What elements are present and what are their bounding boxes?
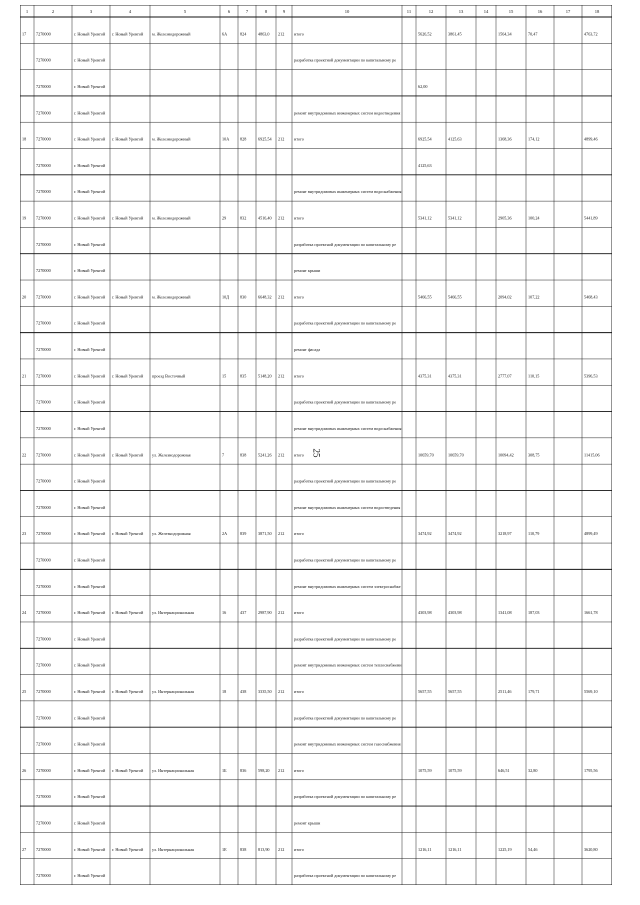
table-cell: 7270000 (36, 767, 51, 773)
table-cell: 4763,72 (584, 31, 598, 37)
table-cell: г. Новый Уренгой (112, 373, 144, 379)
table-cell: 4125,63 (448, 136, 462, 142)
table-cell: 438 (240, 688, 247, 694)
table-cell: 23 (22, 531, 27, 537)
table-cell: г. Новый Уренгой (74, 688, 106, 694)
table-cell: 212 (278, 294, 285, 300)
table-cell: 212 (278, 373, 285, 379)
table-cell: г. Новый Уренгой (74, 610, 106, 616)
table-cell: ремонт крыши (294, 268, 321, 274)
table-cell: 17 (22, 31, 27, 37)
table-cell: м. Железнодорожный (152, 136, 191, 142)
table-cell: ремонт фасада (294, 347, 321, 353)
column-number: 2 (51, 9, 55, 14)
table-cell: г. Новый Уренгой (112, 136, 144, 142)
table-cell: 212 (278, 767, 285, 773)
table-cell: 5466,55 (448, 294, 462, 300)
table-cell: 4899,49 (584, 531, 598, 537)
table-cell: г. Новый Уренгой (112, 531, 144, 537)
table-cell: 179,71 (528, 688, 540, 694)
table-cell: г. Новый Уренгой (74, 373, 106, 379)
table-cell: 5626,52 (418, 31, 432, 37)
table-cell: 1564,34 (498, 31, 512, 37)
table-cell: 187,03 (528, 610, 540, 616)
column-number: 4 (128, 9, 132, 14)
column-number: 15 (508, 9, 514, 14)
table-cell: 21 (22, 373, 27, 379)
table-cell: итого (294, 610, 304, 616)
table-cell: разработка проектной документации по капитальному ре (294, 557, 397, 563)
table-cell: ремонт внутридомовых инженерных систем водоотведения (294, 504, 401, 510)
table-cell: 836 (240, 767, 247, 773)
table-cell: 7270000 (36, 452, 51, 458)
column-number: 7 (245, 9, 249, 14)
table-cell: 1075,59 (448, 767, 462, 773)
table-cell: 7270000 (36, 873, 51, 879)
table-cell: 4125,63 (418, 162, 432, 168)
table-cell: 3861,45 (448, 31, 462, 37)
table-cell: г. Новый Уренгой (112, 767, 144, 773)
table-cell: 5569,10 (584, 688, 598, 694)
table-cell: итого (294, 294, 304, 300)
table-cell: г. Новый Уренгой (112, 846, 144, 852)
table-cell: 16 (222, 610, 227, 616)
table-cell: 174,12 (528, 136, 540, 142)
table-cell: 1661,78 (584, 610, 598, 616)
table-cell: 62,00 (418, 84, 428, 90)
column-number: 1 (25, 9, 29, 14)
table-cell: г. Новый Уренгой (74, 136, 106, 142)
table-cell: г. Новый Уренгой (74, 531, 106, 537)
table-cell: 1075,59 (418, 767, 432, 773)
table-cell: 5466,55 (418, 294, 432, 300)
column-number: 11 (406, 9, 412, 14)
table-cell: 4375,31 (448, 373, 462, 379)
table-cell: г. Новый Уренгой (112, 294, 144, 300)
table-cell: итого (294, 688, 304, 694)
table-cell: м. Железнодорожный (152, 215, 191, 221)
table-cell: 7270000 (36, 636, 51, 642)
table-cell: 7270000 (36, 820, 51, 826)
table-cell: 7270000 (36, 57, 51, 63)
table-cell: 212 (278, 215, 285, 221)
table-cell: ул. Железнодорожная (152, 531, 191, 537)
table-cell: 7270000 (36, 320, 51, 326)
table-cell: 839 (240, 531, 247, 537)
table-cell: г. Новый Уренгой (112, 688, 144, 694)
table-cell: г. Новый Уренгой (112, 31, 144, 37)
table-cell: 7270000 (36, 741, 51, 747)
table-cell: 7270000 (36, 531, 51, 537)
table-cell: 824 (240, 31, 247, 37)
table-cell: 20 (22, 294, 27, 300)
table-border (20, 5, 612, 885)
table-cell: итого (294, 846, 304, 852)
table-grid (20, 5, 612, 885)
column-number: 17 (565, 9, 571, 14)
table-cell: 7270000 (36, 715, 51, 721)
table-cell: г. Новый Уренгой (74, 425, 106, 431)
column-number: 12 (428, 9, 434, 14)
table-cell: 212 (278, 846, 285, 852)
table-cell: разработка проектной документации по капитальному ре (294, 715, 397, 721)
table-cell: м. Железнодорожный (152, 31, 191, 37)
table-cell: 5148,20 (258, 373, 272, 379)
table-cell: 4303,98 (418, 610, 432, 616)
column-number: 6 (227, 9, 231, 14)
table-cell: разработка проектной документации по капитальному ре (294, 241, 397, 247)
table-cell: 1795,56 (584, 767, 598, 773)
table-cell: г. Новый Уренгой (74, 662, 106, 668)
table-cell: 308,75 (528, 452, 540, 458)
table-cell: 1225,19 (498, 846, 512, 852)
table-cell: 7270000 (36, 136, 51, 142)
column-number: 13 (458, 9, 464, 14)
table-cell: 7270000 (36, 794, 51, 800)
table-cell: 25 (22, 688, 27, 694)
table-cell: итого (294, 531, 304, 537)
table-cell: 7270000 (36, 215, 51, 221)
table-cell: 212 (278, 610, 285, 616)
table-cell: 4303,98 (448, 610, 462, 616)
table-cell: 7270000 (36, 268, 51, 274)
table-cell: 830 (240, 294, 247, 300)
table-cell: г. Новый Уренгой (74, 57, 106, 63)
table-cell: г. Новый Уренгой (74, 557, 106, 563)
table-cell: 1216,11 (418, 846, 432, 852)
table-cell: ремонт внутридомовых инженерных систем водоотведения (294, 110, 401, 116)
table-cell: г. Новый Уренгой (74, 478, 106, 484)
table-cell: г. Новый Уренгой (74, 110, 106, 116)
table-cell: ул. Интернациональная (152, 688, 194, 694)
table-cell: 10659,70 (418, 452, 434, 458)
table-cell: ремонт крыши (294, 820, 321, 826)
table-cell: 7270000 (36, 162, 51, 168)
table-cell: 7270000 (36, 294, 51, 300)
table-cell: 26 (22, 767, 27, 773)
table-cell: 7270000 (36, 583, 51, 589)
table-cell: 5341,12 (418, 215, 432, 221)
table-cell: ремонт внутридомовых инженерных систем электроснабже (294, 583, 401, 589)
table-cell: 7270000 (36, 373, 51, 379)
table-cell: г. Новый Уренгой (74, 241, 106, 247)
table-cell: г. Новый Уренгой (74, 504, 106, 510)
table-cell: 3335,50 (258, 688, 272, 694)
table-cell: 70,47 (528, 31, 538, 37)
table-cell: итого (294, 373, 304, 379)
table-cell: г. Новый Уренгой (74, 820, 106, 826)
table-cell: 107,22 (528, 294, 540, 300)
table-cell: разработка проектной документации по капитальному ре (294, 873, 397, 879)
table-cell: г. Новый Уренгой (74, 268, 106, 274)
table-cell: 212 (278, 531, 285, 537)
table-cell: 18 (22, 136, 27, 142)
table-cell: 212 (278, 688, 285, 694)
table-cell: 29 (222, 215, 227, 221)
table-cell: 2777,07 (498, 373, 512, 379)
table-cell: г. Новый Уренгой (74, 399, 106, 405)
table-cell: г. Новый Уренгой (74, 794, 106, 800)
table-cell: итого (294, 136, 304, 142)
table-cell: 2511,46 (498, 688, 512, 694)
table-cell: 7270000 (36, 504, 51, 510)
table-cell: 212 (278, 31, 285, 37)
table-cell: 3218,97 (498, 531, 512, 537)
table-cell: 5657,55 (418, 688, 432, 694)
table-cell: итого (294, 31, 304, 37)
table-cell: 2987,90 (258, 610, 272, 616)
table-cell: 5241,26 (258, 452, 272, 458)
table-cell: 7270000 (36, 557, 51, 563)
table-cell: 2094,02 (498, 294, 512, 300)
table-cell: 6А (222, 31, 228, 37)
table-cell: 3871,50 (258, 531, 272, 537)
table-cell: г. Новый Уренгой (74, 767, 106, 773)
table-cell: 7270000 (36, 662, 51, 668)
table-cell: 3474,92 (418, 531, 432, 537)
table-cell: разработка проектной документации по капитальному ре (294, 399, 397, 405)
table-cell: г. Новый Уренгой (74, 84, 106, 90)
table-cell: 832 (240, 215, 247, 221)
table-cell: 19 (22, 215, 27, 221)
table-cell: 18 (222, 688, 227, 694)
table-cell: 24 (22, 610, 27, 616)
column-number: 8 (264, 9, 268, 14)
table-cell: 5341,12 (448, 215, 462, 221)
table-cell: 10659,70 (448, 452, 464, 458)
table-cell: г. Новый Уренгой (74, 846, 106, 852)
table-cell: итого (294, 215, 304, 221)
table-cell: 22 (22, 452, 27, 458)
table-cell: 2А (222, 531, 228, 537)
table-cell: 10А (222, 136, 230, 142)
table-cell: г. Новый Уренгой (112, 452, 144, 458)
table-cell: 5396,53 (584, 373, 598, 379)
table-cell: 7270000 (36, 241, 51, 247)
table-cell: 27 (22, 846, 27, 852)
table-cell: 7 (222, 452, 225, 458)
table-cell: г. Новый Уренгой (74, 452, 106, 458)
table-cell: г. Новый Уренгой (74, 215, 106, 221)
table-cell: 110,15 (528, 373, 540, 379)
column-number: 9 (282, 9, 286, 14)
table-cell: 2905,36 (498, 215, 512, 221)
column-number: 10 (344, 9, 350, 14)
column-number: 3 (89, 9, 93, 14)
table-cell: 32,80 (528, 767, 538, 773)
table-cell: г. Новый Уренгой (74, 873, 106, 879)
table-cell: 1Е (222, 846, 227, 852)
table-cell: 7270000 (36, 347, 51, 353)
table-cell: 10094,42 (498, 452, 514, 458)
table-cell: 212 (278, 452, 285, 458)
table-cell: 7270000 (36, 425, 51, 431)
table-cell: г. Новый Уренгой (74, 162, 106, 168)
table-cell: 7270000 (36, 478, 51, 484)
table-cell: г. Новый Уренгой (74, 741, 106, 747)
table-cell: разработка проектной документации по капитальному ре (294, 478, 397, 484)
table-cell: 7270000 (36, 610, 51, 616)
column-number: 16 (537, 9, 543, 14)
table-cell: итого (294, 452, 304, 458)
table-cell: 6925,54 (418, 136, 432, 142)
table-cell: 7270000 (36, 110, 51, 116)
table-cell: г. Новый Уренгой (74, 715, 106, 721)
table-cell: 6648,32 (258, 294, 272, 300)
table-cell: г. Новый Уренгой (112, 610, 144, 616)
table-cell: 3474,92 (448, 531, 462, 537)
table-cell: 4863,0 (258, 31, 270, 37)
page-number: 25 (311, 448, 322, 458)
table-cell: разработка проектной документации по капитальному ре (294, 794, 397, 800)
table-cell: ул. Интернациональная (152, 610, 194, 616)
table-cell: 1341,08 (498, 610, 512, 616)
column-number: 18 (594, 9, 600, 14)
table-cell: 646,51 (498, 767, 510, 773)
table-cell: 11415,06 (584, 452, 600, 458)
table-cell: 835 (240, 373, 247, 379)
table-cell: 813,90 (258, 846, 270, 852)
table-cell: ул. Интернациональная (152, 767, 194, 773)
table-cell: итого (294, 767, 304, 773)
column-number: 5 (183, 9, 187, 14)
table-cell: 1Б (222, 767, 227, 773)
table-cell: 7270000 (36, 189, 51, 195)
table-cell: г. Новый Уренгой (74, 189, 106, 195)
table-cell: 4375,31 (418, 373, 432, 379)
table-cell: 828 (240, 136, 247, 142)
table-cell: разработка проектной документации по капитальному ре (294, 636, 397, 642)
table-cell: ремонт внутридомовых инженерных систем водоснабжения (294, 425, 402, 431)
table-cell: 10Д (222, 294, 230, 300)
table-cell: ул. Интернациональная (152, 846, 194, 852)
table-cell: г. Новый Уренгой (74, 294, 106, 300)
table-cell: ул. Железнодорожная (152, 452, 191, 458)
table-cell: 1216,11 (448, 846, 462, 852)
table-cell: 5441,89 (584, 215, 598, 221)
table-cell: 5468,43 (584, 294, 598, 300)
table-cell: 54,46 (528, 846, 538, 852)
table-cell: 7270000 (36, 31, 51, 37)
table-cell: ремонт внутридомовых инженерных систем теплоснабжени (294, 662, 402, 668)
table-cell: 4899,46 (584, 136, 598, 142)
table-cell: г. Новый Уренгой (74, 31, 106, 37)
table-cell: м. Железнодорожный (152, 294, 191, 300)
table-cell: 598,20 (258, 767, 270, 773)
table-cell: 4516,40 (258, 215, 272, 221)
table-cell: 3620,80 (584, 846, 598, 852)
table-cell: 100,24 (528, 215, 540, 221)
column-number: 14 (483, 9, 489, 14)
table-cell: 437 (240, 610, 247, 616)
table-cell: 6925,54 (258, 136, 272, 142)
table-cell: 7270000 (36, 688, 51, 694)
table-cell: 110,79 (528, 531, 540, 537)
table-cell: ремонт внутридомовых инженерных систем газоснабжения (294, 741, 401, 747)
table-cell: 7270000 (36, 84, 51, 90)
table-cell: ремонт внутридомовых инженерных систем водоснабжения (294, 189, 402, 195)
table-cell: 1368,36 (498, 136, 512, 142)
table-cell: г. Новый Уренгой (74, 636, 106, 642)
table-cell: 838 (240, 846, 247, 852)
table-cell: г. Новый Уренгой (74, 347, 106, 353)
table-cell: проезд Восточный (152, 373, 186, 379)
table-cell: 15 (222, 373, 227, 379)
table-cell: г. Новый Уренгой (112, 215, 144, 221)
table-cell: 7270000 (36, 846, 51, 852)
rotated-table (20, 5, 612, 885)
table-cell: разработка проектной документации по капитальному ре (294, 320, 397, 326)
table-cell: разработка проектной документации по капитальному ре (294, 57, 397, 63)
table-cell: 838 (240, 452, 247, 458)
table-cell: г. Новый Уренгой (74, 583, 106, 589)
table-cell: 212 (278, 136, 285, 142)
table-cell: 5657,55 (448, 688, 462, 694)
table-cell: 7270000 (36, 399, 51, 405)
table-cell: г. Новый Уренгой (74, 320, 106, 326)
